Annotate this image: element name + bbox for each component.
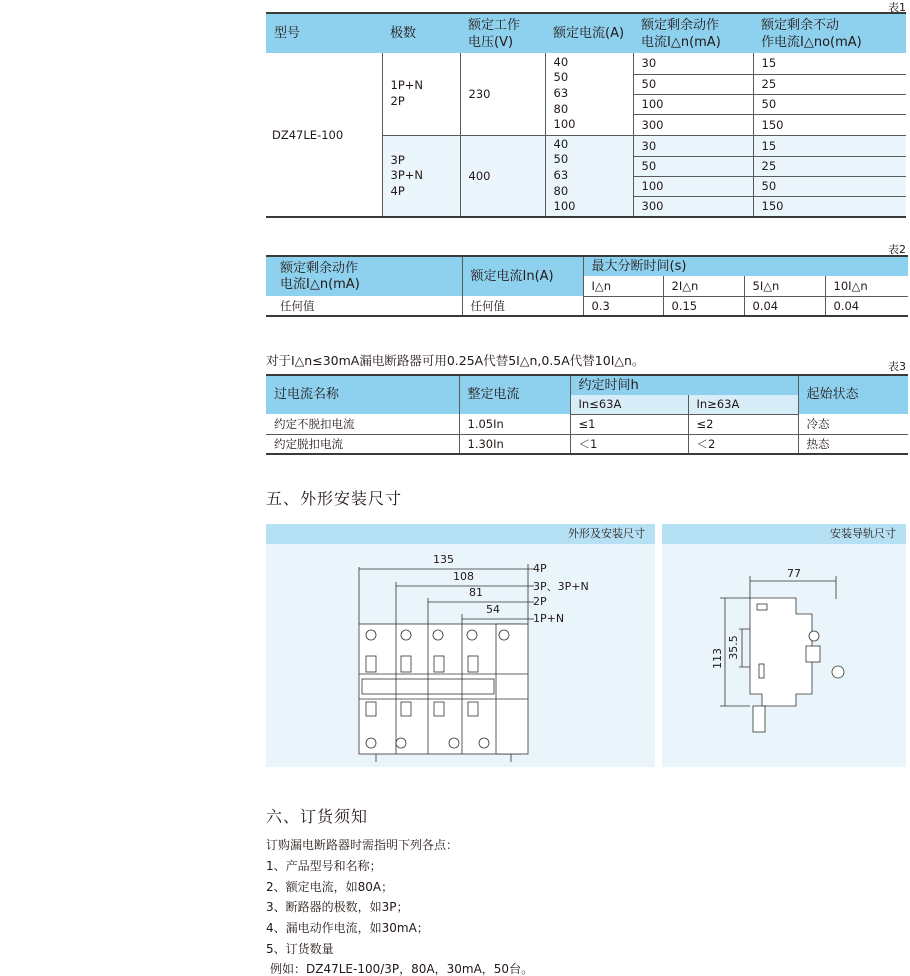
panel-title: 外形及安装尺寸 [266,524,655,544]
dim-label: 35.5 [726,635,740,660]
sub-header: 2I△n [663,276,744,296]
header-overcurrent-name: 过电流名称 [274,387,340,402]
dim-label: 54 [486,603,500,616]
pole-label: 1P+N [533,612,565,625]
voltage-cell: 230 [460,53,545,135]
cell: 冷态 [798,414,908,434]
table3-label: 表3 [888,360,906,373]
header-agreed-time: 约定时间h [570,375,798,395]
table3 [266,374,908,455]
table1 [266,12,906,218]
header-non-action-current: 额定剩余不动 作电流I△no(mA) [761,17,862,50]
section-title-ordering: 六、订货须知 [266,807,369,826]
order-example: 例如：DZ47LE-100/3P，80A，30mA，50台。 [270,962,534,976]
dim-label: 135 [433,553,454,566]
rail-panel [662,524,906,767]
action-cell: 30 [633,53,753,74]
non-action-cell: 25 [753,156,906,176]
cell: ≤2 [688,414,798,434]
action-cell: 100 [633,94,753,114]
cell: 0.04 [744,296,825,316]
action-cell: 30 [633,135,753,156]
header-current: 额定电流(A) [553,25,625,41]
table2-label: 表2 [888,243,906,256]
note-text: 对于I△n≤30mA漏电断路器可用0.25A代替5I△n,0.5A代替10I△n。 [266,353,645,368]
dim-label: 81 [469,586,483,599]
order-item: 3、断路器的极数，如3P； [266,900,409,914]
cell: 1.05In [459,414,570,434]
non-action-cell: 150 [753,196,906,217]
cell: 约定脱扣电流 [274,436,343,451]
section-title-dimensions: 五、外形安装尺寸 [266,489,403,508]
non-action-cell: 15 [753,135,906,156]
cell: 任何值 [462,296,583,316]
dim-label: 77 [787,567,801,580]
action-cell: 100 [633,176,753,196]
sub-header: I△n [583,276,663,296]
poles-cell: 1P+N 2P [382,53,460,135]
cell: 0.3 [583,296,663,316]
panel-title: 安装导轨尺寸 [662,524,906,544]
sub-header: In≤63A [570,395,688,414]
pole-label: 3P、3P+N [533,580,589,593]
cell: ＜1 [570,434,688,454]
order-item: 1、产品型号和名称； [266,859,382,873]
order-item: 2、额定电流，如80A； [266,880,394,894]
header-rated-current: 额定电流In(A) [462,256,583,296]
breaker-front-drawing [266,524,655,767]
cell: ＜2 [688,434,798,454]
header-voltage: 额定工作 电压(V) [468,17,521,50]
header-max-break-time: 最大分断时间(s) [583,256,908,276]
header-action-current: 额定剩余动作 电流I△n(mA) [280,260,360,292]
action-cell: 50 [633,74,753,94]
current-list: 40 50 63 80 100 [545,135,633,217]
cell: 0.04 [825,296,908,316]
dim-label: 113 [711,648,724,669]
order-item: 4、漏电动作电流，如30mA； [266,921,429,935]
header-action-current: 额定剩余动作 电流I△n(mA) [641,17,721,50]
dimensions-panel [266,524,655,767]
poles-cell: 3P 3P+N 4P [382,135,460,217]
cell: 1.30In [459,434,570,454]
table1-label: 表1 [888,1,906,14]
dim-label: 108 [453,570,474,583]
non-action-cell: 50 [753,94,906,114]
header-poles: 极数 [390,25,417,41]
sub-header: 10I△n [825,276,908,296]
cell: ≤1 [570,414,688,434]
action-cell: 50 [633,156,753,176]
non-action-cell: 25 [753,74,906,94]
order-intro: 订购漏电断路器时需指明下列各点： [266,838,459,852]
pole-label: 2P [533,595,547,608]
current-list: 40 50 63 80 100 [545,53,633,135]
table2 [266,255,908,317]
cell: 约定不脱扣电流 [274,416,355,431]
cell: 热态 [798,434,908,454]
action-cell: 300 [633,114,753,135]
header-set-current: 整定电流 [459,375,570,414]
non-action-cell: 50 [753,176,906,196]
non-action-cell: 15 [753,53,906,74]
action-cell: 300 [633,196,753,217]
header-model: 型号 [274,25,301,41]
cell: 任何值 [280,298,315,313]
header-initial-state: 起始状态 [798,375,908,414]
breaker-side-drawing [662,524,906,767]
cell: 0.15 [663,296,744,316]
sub-header: 5I△n [744,276,825,296]
order-item: 5、订货数量 [266,942,334,956]
model-cell: DZ47LE-100 [266,53,382,217]
non-action-cell: 150 [753,114,906,135]
sub-header: In≥63A [688,395,798,414]
pole-label: 4P [533,562,547,575]
voltage-cell: 400 [460,135,545,217]
